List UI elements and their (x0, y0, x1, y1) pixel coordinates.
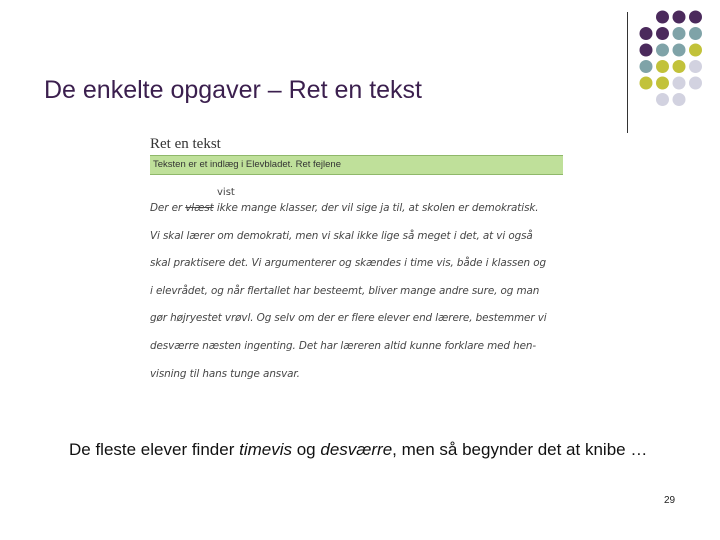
excerpt-line: Vi skal lærer om demokrati, men vi skal ikke lige så meget i det, at vi også (150, 229, 533, 242)
decorative-dot (673, 27, 686, 40)
decorative-dot (673, 11, 686, 24)
excerpt-line: visning til hans tunge ansvar. (150, 367, 300, 380)
decorative-dot (640, 77, 653, 90)
excerpt-instruction-band (150, 155, 563, 175)
emphasis-timevis: timevis (239, 440, 292, 459)
decorative-dot (656, 11, 669, 24)
decorative-dot (689, 44, 702, 57)
decorative-dot (673, 44, 686, 57)
decorative-dot (656, 93, 669, 106)
decorative-dot (640, 44, 653, 57)
excerpt-instruction: Teksten er et indlæg i Elevbladet. Ret fejlene (153, 159, 341, 170)
decorative-dot (689, 27, 702, 40)
page-number: 29 (664, 495, 676, 506)
decorative-dot (673, 60, 686, 73)
excerpt-line: i elevrådet, og når flertallet har besteemt, bliver mange andre sure, og man (150, 284, 540, 297)
decorative-dot (656, 27, 669, 40)
excerpt-inserted-word: vist (217, 187, 235, 198)
decorative-dot-grid (639, 10, 719, 120)
decorative-dot (689, 11, 702, 24)
decorative-dot (656, 77, 669, 90)
decorative-dot (656, 60, 669, 73)
decorative-dot (640, 60, 653, 73)
excerpt-text-lines (150, 202, 570, 395)
decorative-dot (673, 77, 686, 90)
excerpt-line: gør højryestet vrøvl. Og selv om der er flere elever end lærere, bestemmer vi (150, 312, 547, 325)
title-divider-line (627, 12, 628, 133)
decorative-dot (640, 27, 653, 40)
excerpt-line-start: Der er (150, 202, 183, 214)
excerpt-line: desværre næsten ingenting. Det har læreren altid kunne forklare med hen- (150, 339, 536, 352)
excerpt-line: skal praktisere det. Vi argumenterer og skændes i time vis, både i klassen og (150, 257, 546, 270)
emphasis-desvaerre: desværre (320, 440, 393, 459)
textbook-excerpt-image (150, 132, 570, 382)
decorative-dot (673, 93, 686, 106)
excerpt-line (150, 202, 570, 230)
excerpt-struck-word: vlæst (185, 202, 214, 214)
decorative-dot (656, 44, 669, 57)
decorative-dot (689, 77, 702, 90)
body-paragraph: De fleste elever finder timevis og desværre, men så begynder det at knibe … (69, 440, 648, 459)
slide-title: De enkelte opgaver – Ret en tekst (44, 76, 423, 104)
excerpt-line-end: ikke mange klasser, der vil sige ja til, at skolen er demokratisk. (216, 202, 539, 214)
decorative-dot (689, 60, 702, 73)
excerpt-heading: Ret en tekst (150, 136, 221, 152)
